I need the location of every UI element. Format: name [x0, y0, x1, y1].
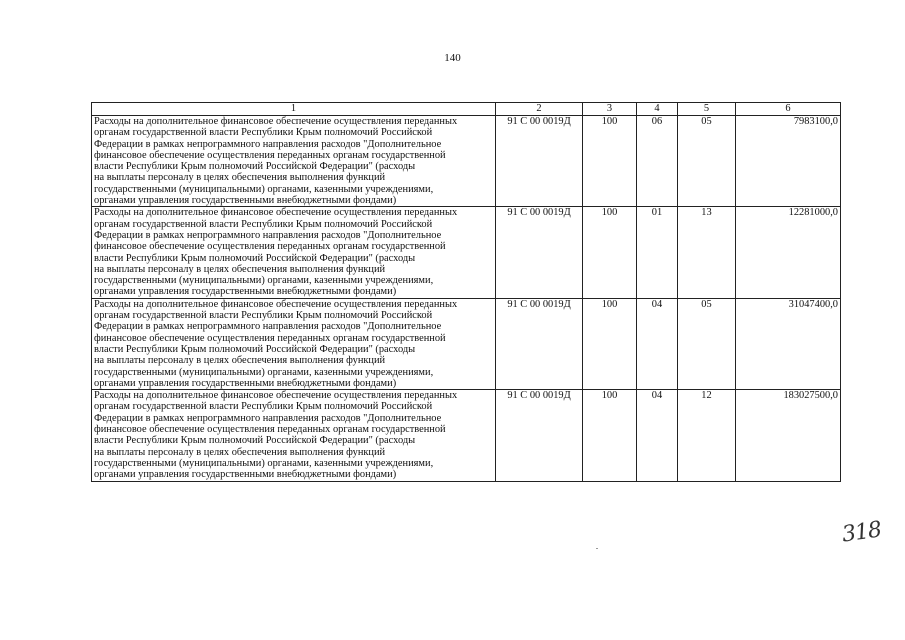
description-line: финансовое обеспечение осуществления переданных органам государственной — [94, 241, 446, 253]
description-line: власти Республики Крым полномочий Российской Федерации" (расходы — [94, 435, 416, 447]
amount-value: 12281000,0 — [736, 207, 841, 298]
expense-type-code: 100 — [583, 298, 637, 389]
table-row — [92, 390, 841, 481]
table-body — [92, 116, 841, 482]
description-line: Расходы на дополнительное финансовое обеспечение осуществления переданных — [94, 116, 458, 127]
description-line: Федерации в рамках непрограммного направления расходов "Дополнительное — [94, 229, 442, 241]
amount-value: 7983100,0 — [736, 116, 841, 207]
description-line: власти Республики Крым полномочий Российской Федерации" (расходы — [94, 252, 416, 264]
target-article-code: 91 С 00 0019Д — [496, 298, 583, 389]
description-line: власти Республики Крым полномочий Российской Федерации" (расходы — [94, 343, 416, 355]
description-line: финансовое обеспечение осуществления переданных органам государственной — [94, 424, 446, 436]
table-header-row — [92, 103, 841, 116]
description-line: власти Республики Крым полномочий Российской Федерации" (расходы — [94, 161, 416, 173]
description-line: органам государственной власти Республики Крым полномочий Российской — [94, 401, 433, 413]
description-line: Федерации в рамках непрограммного направления расходов "Дополнительное — [94, 138, 442, 150]
expense-type-code: 100 — [583, 116, 637, 207]
description-line: Расходы на дополнительное финансовое обеспечение осуществления переданных — [94, 298, 458, 310]
target-article-code: 91 С 00 0019Д — [496, 390, 583, 481]
expense-type-code: 100 — [583, 390, 637, 481]
section-code: 04 — [637, 390, 678, 481]
column-header-2: 2 — [496, 103, 583, 116]
description-line: государственными (муниципальными) органами, казенными учреждениями, — [94, 457, 434, 469]
subsection-code: 13 — [678, 207, 736, 298]
section-code: 04 — [637, 298, 678, 389]
column-header-6: 6 — [736, 103, 841, 116]
description-line: Федерации в рамках непрограммного направления расходов "Дополнительное — [94, 412, 442, 424]
page-number: 140 — [444, 52, 461, 64]
table-row — [92, 207, 841, 298]
column-header-4: 4 — [637, 103, 678, 116]
amount-value: 183027500,0 — [736, 390, 841, 481]
description-line: Федерации в рамках непрограммного направления расходов "Дополнительное — [94, 321, 442, 333]
handwritten-page-mark: 318 — [840, 517, 883, 548]
subsection-code: 05 — [678, 298, 736, 389]
table-row — [92, 116, 841, 207]
expense-type-code: 100 — [583, 207, 637, 298]
description-line: Расходы на дополнительное финансовое обеспечение осуществления переданных — [94, 390, 458, 402]
description-line: органам государственной власти Республики Крым полномочий Российской — [94, 127, 433, 139]
subsection-code: 12 — [678, 390, 736, 481]
subsection-code: 05 — [678, 116, 736, 207]
expense-description — [92, 116, 496, 207]
expense-description — [92, 390, 496, 481]
description-line: на выплаты персоналу в целях обеспечения выполнения функций — [94, 172, 386, 184]
description-line: на выплаты персоналу в целях обеспечения выполнения функций — [94, 446, 386, 458]
budget-table — [91, 102, 841, 482]
section-code: 01 — [637, 207, 678, 298]
description-line: Расходы на дополнительное финансовое обеспечение осуществления переданных — [94, 207, 458, 219]
scan-artifact — [596, 548, 598, 549]
description-line: органами управления государственными внебюджетными фондами) — [94, 286, 397, 298]
target-article-code: 91 С 00 0019Д — [496, 207, 583, 298]
description-line: органами управления государственными внебюджетными фондами) — [94, 195, 397, 207]
column-header-5: 5 — [678, 103, 736, 116]
description-line: государственными (муниципальными) органами, казенными учреждениями, — [94, 183, 434, 195]
description-line: финансовое обеспечение осуществления переданных органам государственной — [94, 149, 446, 161]
target-article-code: 91 С 00 0019Д — [496, 116, 583, 207]
section-code: 06 — [637, 116, 678, 207]
description-line: органами управления государственными внебюджетными фондами) — [94, 469, 397, 481]
amount-value: 31047400,0 — [736, 298, 841, 389]
description-line: государственными (муниципальными) органами, казенными учреждениями, — [94, 275, 434, 287]
description-line: органами управления государственными внебюджетными фондами) — [94, 377, 397, 389]
column-header-1: 1 — [92, 103, 496, 116]
description-line: государственными (муниципальными) органами, казенными учреждениями, — [94, 366, 434, 378]
description-line: органам государственной власти Республики Крым полномочий Российской — [94, 310, 433, 322]
expense-description — [92, 207, 496, 298]
description-line: финансовое обеспечение осуществления переданных органам государственной — [94, 332, 446, 344]
description-line: на выплаты персоналу в целях обеспечения выполнения функций — [94, 355, 386, 367]
expense-description — [92, 298, 496, 389]
description-line: органам государственной власти Республики Крым полномочий Российской — [94, 218, 433, 230]
column-header-3: 3 — [583, 103, 637, 116]
description-line: на выплаты персоналу в целях обеспечения выполнения функций — [94, 263, 386, 275]
table-row — [92, 298, 841, 389]
